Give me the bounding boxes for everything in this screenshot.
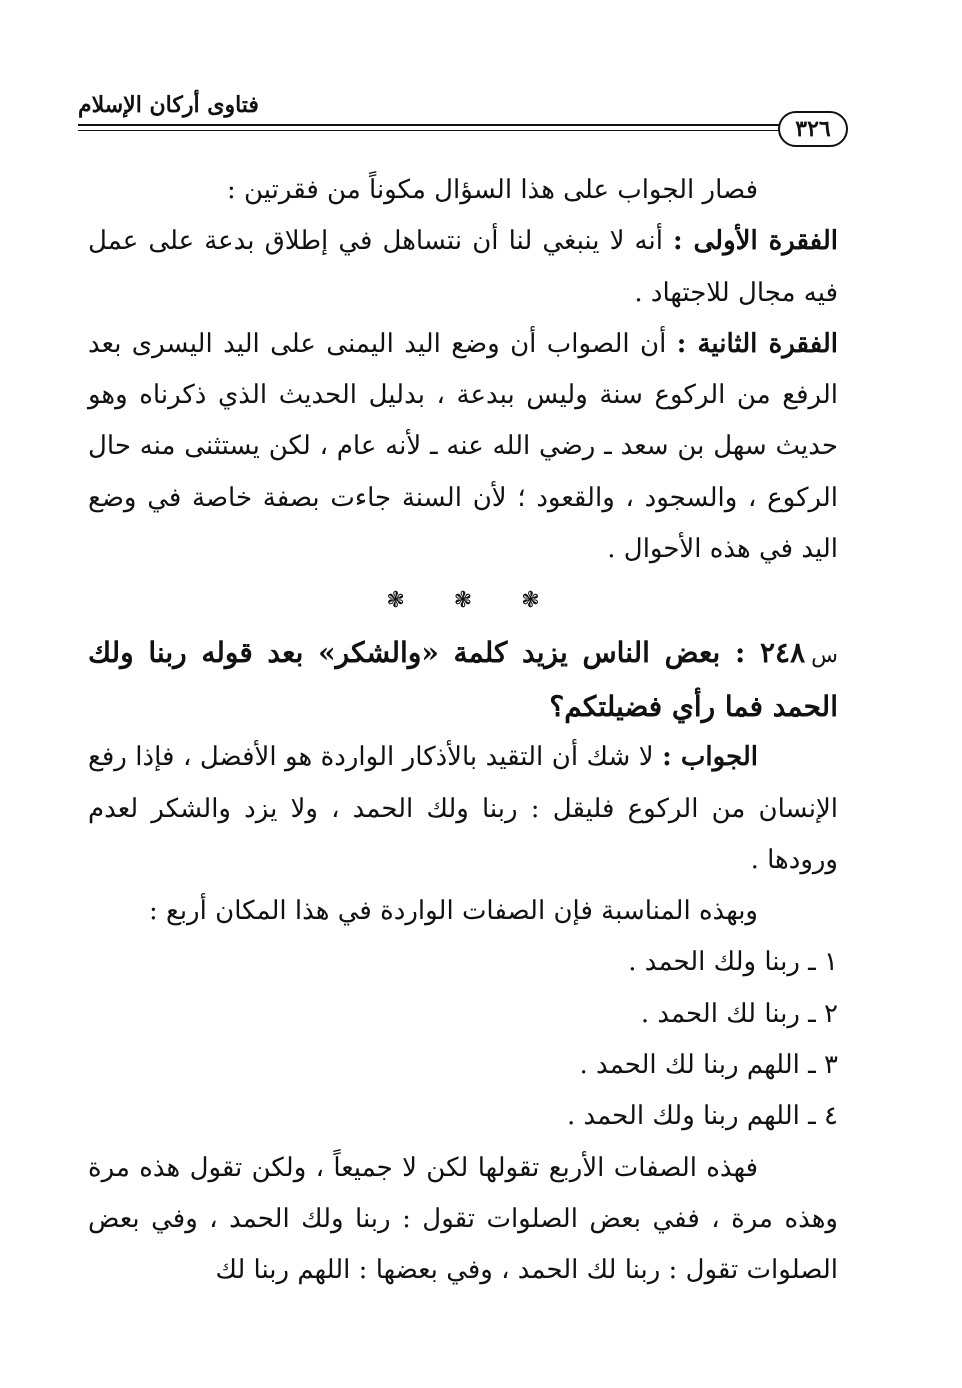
- question-icon: س: [811, 642, 838, 668]
- page-number: ٣٢٦: [778, 111, 848, 147]
- question-text: بعض الناس يزيد كلمة «والشكر» بعد قوله ربنا ولك الحمد فما رأي فضيلتكم؟: [88, 635, 838, 723]
- list-item: ٣ ـ اللهم ربنا لك الحمد .: [579, 1050, 838, 1081]
- paragraph-second-point: [88, 319, 838, 575]
- answer-text: لا شك أن التقيد بالأذكار الواردة هو الأفضل ، فإذا رفع الإنسان من الركوع فليقل : ربنا ولك الحمد ، ولا يزد والشكر لعدم ورودها .: [88, 742, 838, 875]
- running-title: فتاوى أركان الإسلام: [78, 92, 259, 118]
- paragraph-forms-intro: وبهذه المناسبة فإن الصفات الواردة في هذا المكان أربع :: [148, 896, 758, 927]
- body-text: [88, 165, 838, 1297]
- first-point-text: أنه لا ينبغي لنا أن نتساهل في إطلاق بدعة على عمل فيه مجال للاجتهاد .: [88, 226, 838, 308]
- list-item: ٤ ـ اللهم ربنا ولك الحمد .: [566, 1101, 838, 1132]
- section-separator: ❃ ❃ ❃: [386, 588, 540, 614]
- paragraph-first-point: [88, 216, 838, 319]
- paragraph-final: فهذه الصفات الأربع تقولها لكن لا جميعاً ، ولكن تقول هذه مرة وهذه مرة ، ففي بعض الصلوات تقول : ربنا ولك الحمد ، وفي بعض الصلوات تقول : ربنا لك الحمد ، وفي بعضها : اللهم ربنا لك: [88, 1152, 838, 1286]
- answer-paragraph: [88, 732, 838, 886]
- question-paragraph: [88, 627, 838, 733]
- first-point-label: الفقرة الأولى :: [673, 226, 838, 257]
- header-rule-top: [78, 124, 788, 126]
- question-number: ٢٤٨ :: [734, 635, 806, 669]
- answer-label: الجواب :: [662, 742, 758, 773]
- list-item: ٢ ـ ربنا لك الحمد .: [640, 998, 838, 1029]
- header-rule-bottom: [78, 130, 788, 131]
- second-point-text: أن الصواب أن وضع اليد اليمنى على اليد اليسرى بعد الرفع من الركوع سنة وليس ببدعة ، بدليل الحديث الذي ذكرناه وهو حديث سهل بن سعد ـ رضي الله عنه ـ لأنه عام ، لكن يستثنى منه حال الركوع ، والسجود ، والقعود ؛ لأن السنة جاءت بصفة خاصة في وضع اليد في هذه الأحوال .: [88, 328, 838, 565]
- page-header: [78, 84, 848, 154]
- list-item: ١ ـ ربنا ولك الحمد .: [628, 947, 838, 978]
- paragraph-intro: فصار الجواب على هذا السؤال مكوناً من فقرتين :: [226, 175, 758, 205]
- second-point-label: الفقرة الثانية :: [676, 328, 838, 359]
